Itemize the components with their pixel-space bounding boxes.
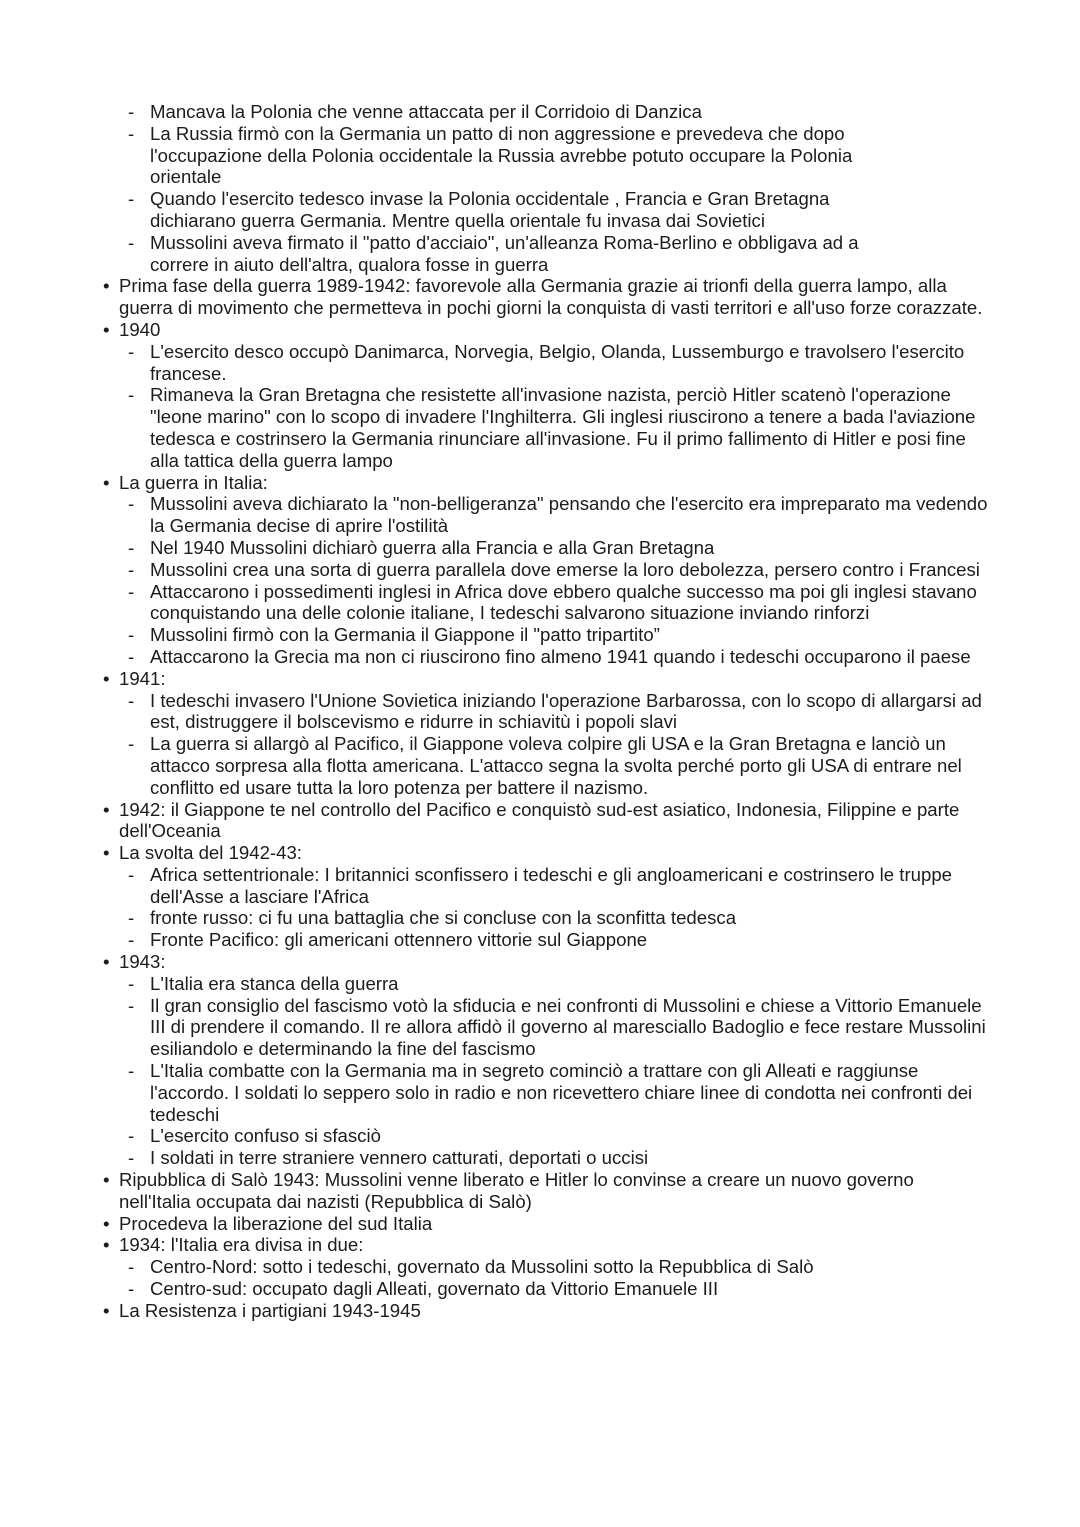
dash-icon: - [128,101,135,122]
dash-icon: - [128,863,135,885]
dash-icon: - [128,1147,135,1169]
sub-list-item [119,995,990,1060]
bullet-icon: • [103,1234,110,1256]
bullet-icon: • [103,798,110,820]
sub-list-item [119,1147,990,1169]
sub-item-text: Mussolini crea una sorta di guerra parallela dove emerse la loro debolezza, persero contro i Francesi [150,558,980,580]
sub-list-item [119,864,990,908]
sub-item-text: Mussolini aveva dichiarato la "non-belligeranza" pensando che l'esercito era impreparato ma vedendo la Germania decise di aprire l'ostilità [150,493,988,537]
dash-icon: - [128,1125,135,1147]
list-item [0,668,1080,799]
sub-item-text: Mancava la Polonia che venne attaccata per il Corridoio di Danzica [150,101,702,122]
bullet-icon: • [103,471,110,493]
item-text: Prima fase della guerra 1989-1942: favorevole alla Germania grazie ai trionfi della guerra lampo, alla guerra di movimento che permetteva in pochi giorni la conquista di vasti territori e all'uso forze corazzate. [119,275,983,319]
dash-icon: - [128,907,135,929]
dash-icon: - [128,1278,135,1300]
sub-item-text: L'esercito confuso si sfasciò [150,1125,381,1147]
sub-list [119,493,990,667]
list-item [0,472,1080,668]
sub-list-item [119,559,990,581]
sub-list-item [119,1256,990,1278]
sub-list-item [119,537,990,559]
dash-icon: - [128,1256,135,1278]
sub-item-text: I tedeschi invasero l'Unione Sovietica iniziando l'operazione Barbarossa, con lo scopo di allargarsi ad est, distruggere il bolscevismo e ridurre in schiavitù i popoli slavi [150,689,982,733]
bullet-icon: • [103,842,110,864]
list-item [0,951,1080,1169]
sub-list-item [119,733,990,798]
item-text: 1943: [119,951,166,973]
sub-item-text: Africa settentrionale: I britannici sconfissero i tedeschi e gli angloamericani e costrinsero le truppe dell'Asse a lasciare l'Africa [150,863,953,907]
sub-list-item [0,123,990,188]
sub-list [0,101,990,275]
dash-icon: - [128,231,135,253]
sub-list-item [119,907,990,929]
item-text: La svolta del 1942-43: [119,842,302,864]
dash-icon: - [128,340,135,362]
dash-icon: - [128,558,135,580]
sub-list-item [119,493,990,537]
list-item [0,1169,1080,1213]
sub-item-text: Rimaneva la Gran Bretagna che resistette all'invasione nazista, perciò Hitler scatenò l'operazione "leone marino" con lo scopo di invadere l'Inghilterra. Gli inglesi riuscirono a tenere a bada l'aviazione tedesca e costrinsero la Germania rinunciare all'invasione. Fu il primo fallimento di Hitler e posi fine alla tattica della guerra lampo [150,384,976,471]
sub-item-text: L'Italia combatte con la Germania ma in segreto cominciò a trattare con gli Alleati e raggiunse l'accordo. I soldati lo seppero solo in radio e non ricevettero chiare linee di condotta nei confronti dei tedeschi [150,1060,973,1125]
dash-icon: - [128,645,135,667]
item-text: La Resistenza i partigiani 1943-1945 [119,1299,421,1321]
sub-list-item [119,1125,990,1147]
sub-item-text: Quando l'esercito tedesco invase la Polonia occidentale , Francia e Gran Bretagna dichiarano guerra Germania. Mentre quella orientale fu invasa dai Sovietici [150,188,830,231]
dash-icon: - [128,624,135,646]
sub-item-text: I soldati in terre straniere vennero catturati, deportati o uccisi [150,1147,649,1169]
sub-item-text: Centro-Nord: sotto i tedeschi, governato da Mussolini sotto la Repubblica di Salò [150,1256,814,1278]
bullet-icon: • [103,318,110,340]
dash-icon: - [128,536,135,558]
dash-icon: - [128,733,135,755]
sub-list-item [0,232,990,276]
item-text: 1934: l'Italia era divisa in due: [119,1234,364,1256]
sub-list-item [119,1278,990,1300]
sub-item-text: Attaccarono la Grecia ma non ci riuscirono fino almeno 1941 quando i tedeschi occuparono il paese [150,645,971,667]
bullet-icon: • [103,951,110,973]
item-text: 1941: [119,667,166,689]
dash-icon: - [128,493,135,515]
item-text: Procedeva la liberazione del sud Italia [119,1212,433,1234]
dash-icon: - [128,1060,135,1082]
list-item [0,1213,1080,1235]
sub-item-text: Il gran consiglio del fascismo votò la sfiducia e nei confronti di Mussolini e chiese a Vittorio Emanuele III di prendere il comando. Il re allora affidò il governo al maresciallo Badoglio e fece restare Mussolini esiliandolo e determinando la fine del fascismo [150,994,986,1060]
list-item [0,842,1080,951]
sub-list [119,864,990,951]
dash-icon: - [128,994,135,1016]
notes-page [0,101,1080,1322]
sub-list-item [119,929,990,951]
sub-item-text: La guerra si allargò al Pacifico, il Giappone voleva colpire gli USA e la Gran Bretagna e lanciò un attacco sorpresa alla flotta americana. L'attacco segna la svolta perché porto gli USA di entrare nel conflitto ed usare tutta la loro potenza per battere il nazismo. [150,733,962,798]
list-item [0,1234,1080,1299]
sub-list-item [0,188,990,232]
sub-list-item [119,624,990,646]
sub-item-text: L'Italia era stanca della guerra [150,972,399,994]
item-text: 1942: il Giappone te nel controllo del Pacifico e conquistò sud-est asiatico, Indonesia, Filippine e parte dell'Oceania [119,798,960,842]
sub-list-item [119,646,990,668]
sub-item-text: fronte russo: ci fu una battaglia che si concluse con la sconfitta tedesca [150,907,737,929]
item-text: Ripubblica di Salò 1943: Mussolini venne liberato e Hitler lo convinse a creare un nuovo governo nell'Italia occupata dai nazisti (Repubblica di Salò) [119,1169,914,1212]
bullet-icon: • [103,1299,110,1321]
sub-list-item [119,581,990,625]
dash-icon: - [128,929,135,951]
item-text: La guerra in Italia: [119,471,268,493]
list-item [0,319,1080,472]
sub-list [119,973,990,1169]
sub-item-text: Centro-sud: occupato dagli Alleati, governato da Vittorio Emanuele III [150,1278,719,1300]
sub-item-text: La Russia firmò con la Germania un patto di non aggressione e prevedeva che dopo l'occupazione della Polonia occidentale la Russia avrebbe potuto occupare la Polonia orientale [150,122,853,188]
dash-icon: - [128,580,135,602]
bullet-icon: • [103,1169,110,1191]
sub-item-text: L'esercito desco occupò Danimarca, Norvegia, Belgio, Olanda, Lussemburgo e travolsero l'esercito francese. [150,340,965,384]
dash-icon: - [128,689,135,711]
sub-list-item [119,690,990,734]
item-text: 1940 [119,318,161,340]
list-item [0,101,1080,275]
dash-icon: - [128,188,135,210]
sub-list [119,1256,990,1300]
sub-item-text: Nel 1940 Mussolini dichiarò guerra alla Francia e alla Gran Bretagna [150,536,715,558]
sub-list [119,690,990,799]
bullet-icon: • [103,1212,110,1234]
bullet-icon: • [103,275,110,297]
sub-list-item [0,101,990,123]
sub-item-text: Fronte Pacifico: gli americani ottennero vittorie sul Giappone [150,929,648,951]
sub-list-item [119,384,990,471]
sub-item-text: Attaccarono i possedimenti inglesi in Africa dove ebbero qualche successo ma poi gli inglesi stavano conquistando una delle colonie italiane, I tedeschi salvarono situazione inviando rinforzi [150,580,977,624]
dash-icon: - [128,972,135,994]
notes-list [0,101,1080,1322]
sub-list-item [119,1060,990,1125]
sub-list-item [119,973,990,995]
dash-icon: - [128,122,135,144]
sub-item-text: Mussolini aveva firmato il "patto d'acciaio", un'alleanza Roma-Berlino e obbligava ad a correre in aiuto dell'altra, qualora fosse in guerra [150,231,859,275]
sub-list [119,341,990,472]
list-item [0,275,1080,319]
bullet-icon: • [103,667,110,689]
sub-item-text: Mussolini firmò con la Germania il Giappone il "patto tripartito” [150,624,660,646]
sub-list-item [119,341,990,385]
dash-icon: - [128,384,135,406]
list-item [0,799,1080,843]
list-item [0,1300,1080,1322]
